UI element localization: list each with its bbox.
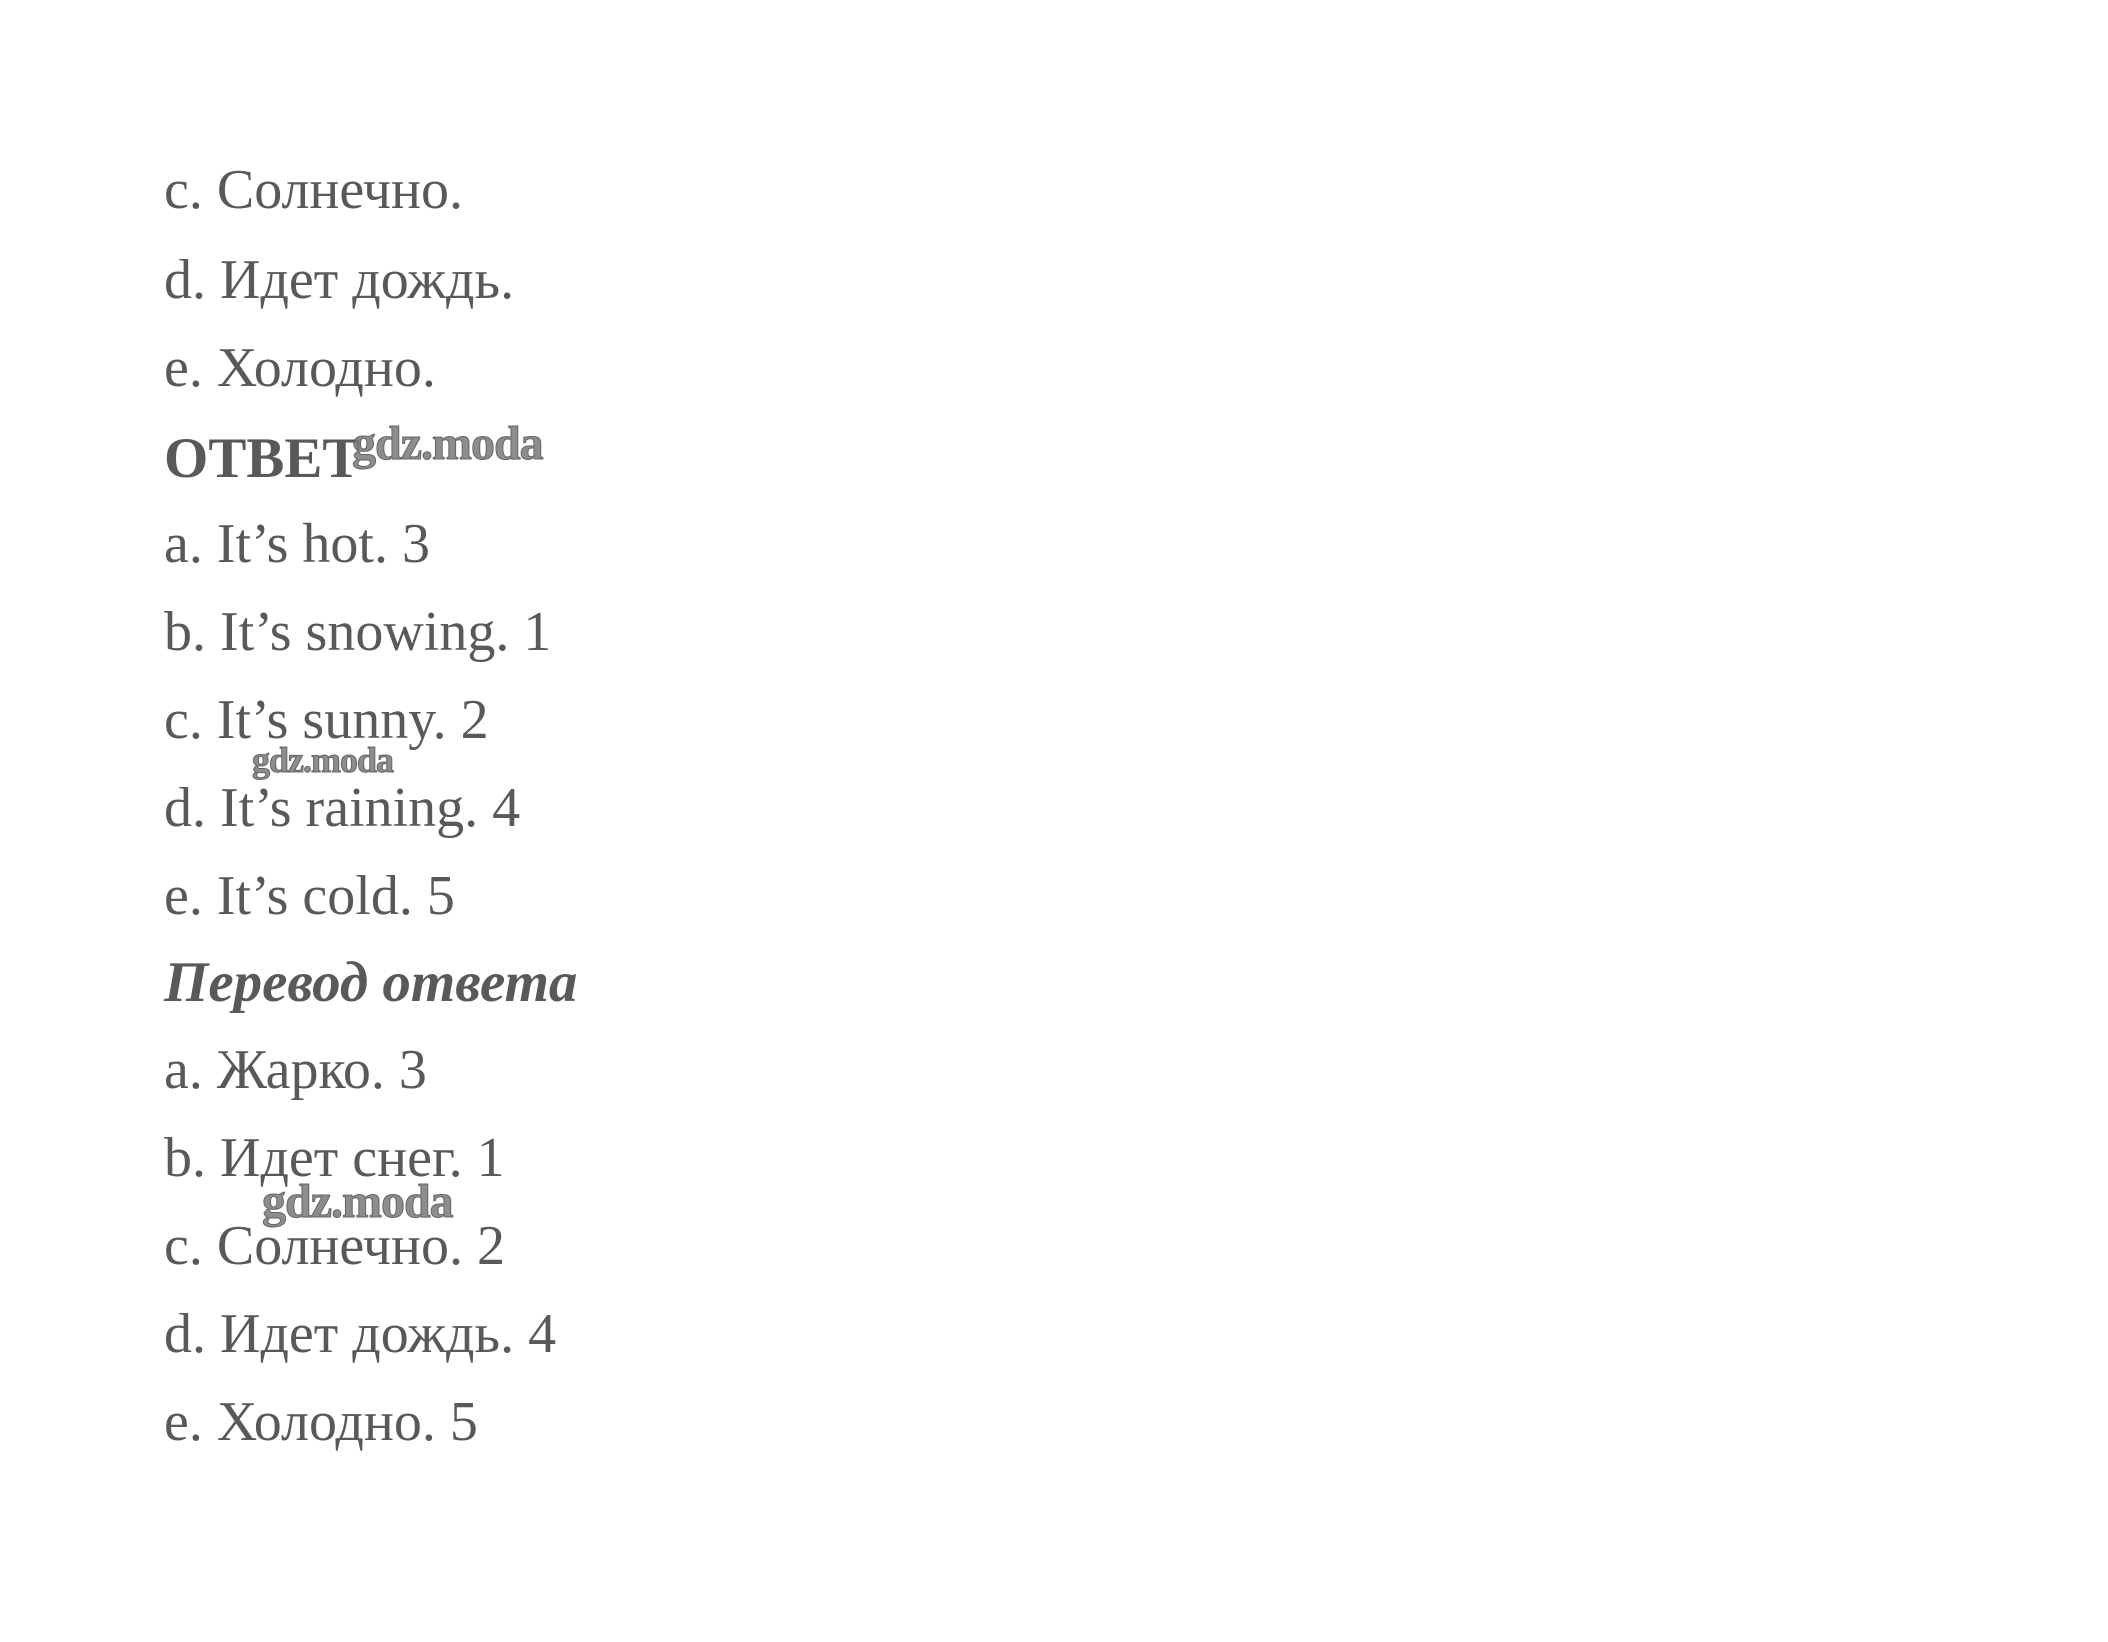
translation-line-a: a. Жарко. 3 — [164, 1039, 427, 1101]
answer-line-b: b. It’s snowing. 1 — [164, 601, 552, 663]
translation-line-c: c. Солнечно. 2 — [164, 1215, 505, 1277]
answer-line-a: a. It’s hot. 3 — [164, 513, 430, 575]
watermark: gdz.moda — [252, 740, 394, 780]
answer-line-c: c. It’s sunny. 2 — [164, 689, 489, 751]
watermark: gdz.moda — [352, 417, 543, 470]
answer-line-e: e. It’s cold. 5 — [164, 865, 455, 927]
translation-line-d: d. Идет дождь. 4 — [164, 1303, 557, 1365]
translation-line-b: b. Идет снег. 1 — [164, 1127, 505, 1189]
watermark: gdz.moda — [262, 1175, 453, 1228]
answer-line-d: d. It’s raining. 4 — [164, 777, 521, 839]
prompt-line-e: e. Холодно. — [164, 337, 436, 399]
translation-heading: Перевод ответа — [164, 951, 578, 1014]
translation-line-e: e. Холодно. 5 — [164, 1391, 478, 1453]
prompt-line-c: c. Солнечно. — [164, 159, 463, 221]
answer-heading: ОТВЕТ — [164, 427, 361, 490]
prompt-line-d: d. Идет дождь. — [164, 249, 515, 311]
